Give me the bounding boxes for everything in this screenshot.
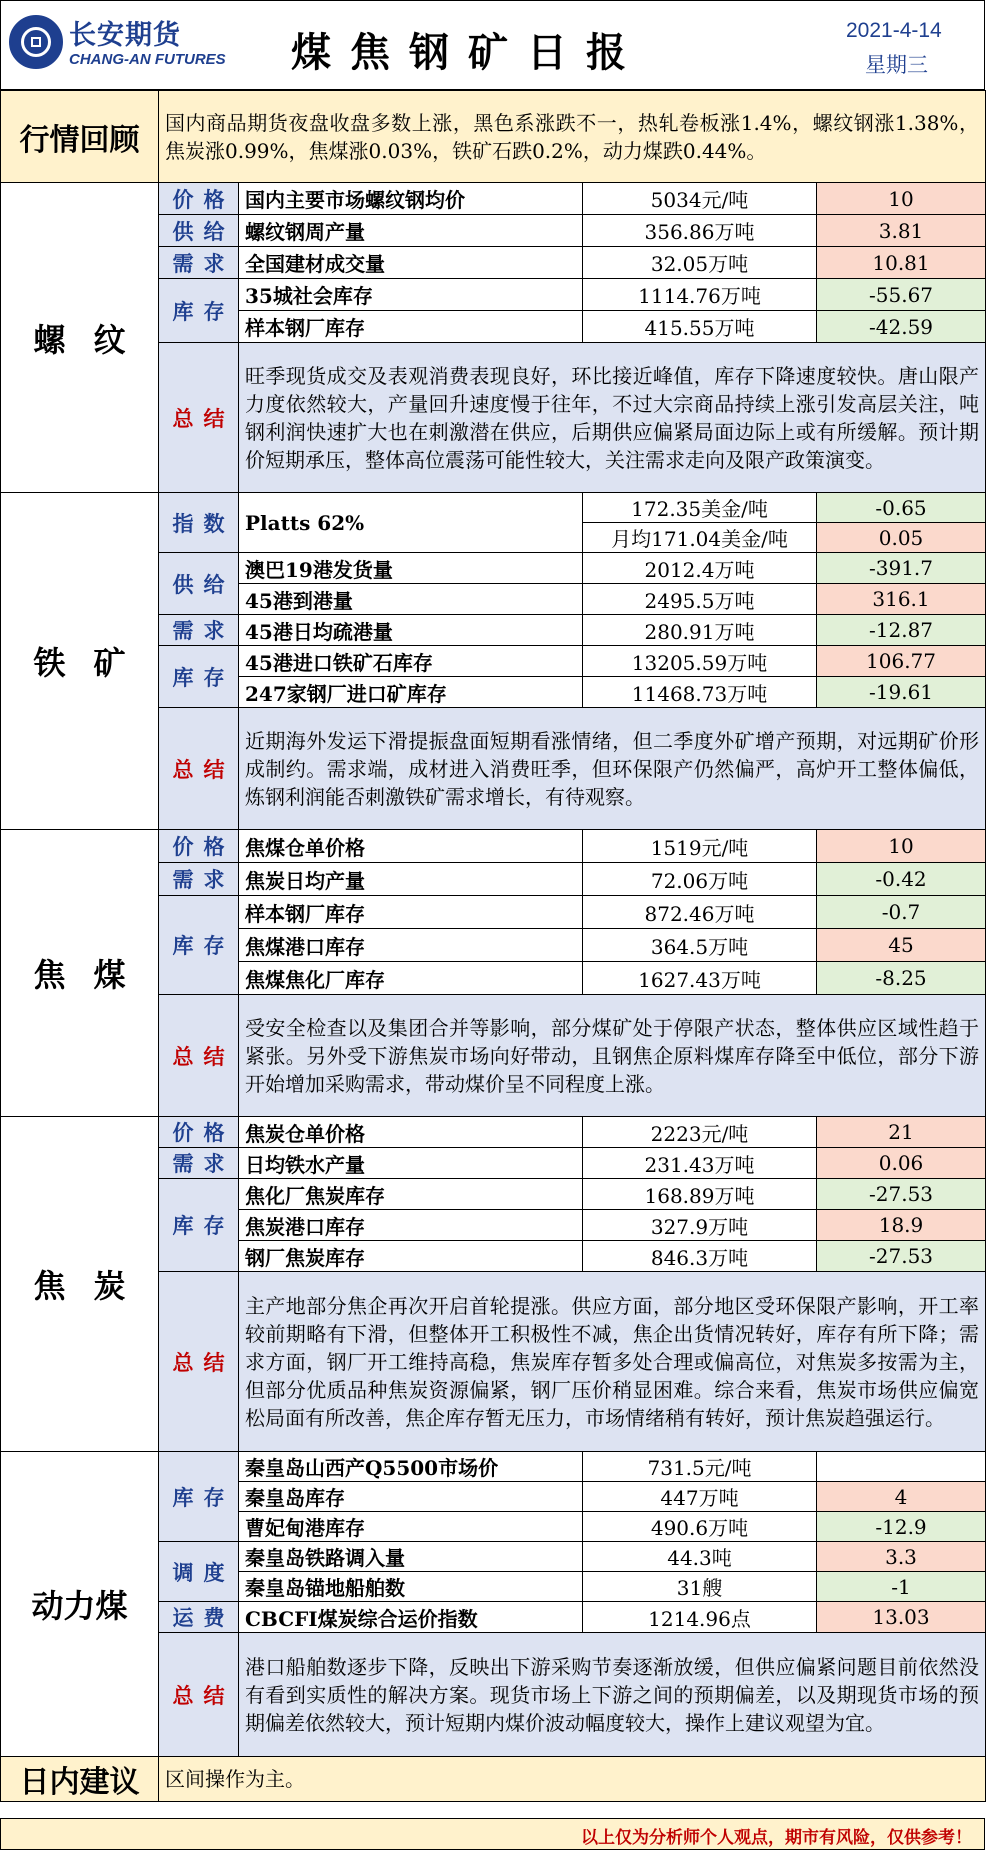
item-value: 364.5万吨 — [583, 929, 817, 962]
category-summary: 总结 — [159, 708, 239, 830]
item-value: 1114.76万吨 — [583, 279, 817, 311]
advice-label: 日内建议 — [1, 1757, 159, 1802]
item-change: 10.81 — [817, 247, 986, 279]
category-demand: 需求 — [159, 247, 239, 279]
category-index: 指数 — [159, 493, 239, 553]
item-change: -55.67 — [817, 279, 986, 311]
item-name: 焦煤港口库存 — [239, 929, 583, 962]
item-change: 316.1 — [817, 584, 986, 615]
item-value: 2223元/吨 — [583, 1117, 817, 1148]
item-value: 327.9万吨 — [583, 1210, 817, 1241]
category-supply: 供给 — [159, 215, 239, 247]
item-value: 447万吨 — [583, 1482, 817, 1512]
section-summary-text: 旺季现货成交及表观消费表现良好，环比接近峰值，库存下降速度较快。唐山限产力度依然较大，产量回升速度慢于往年，不过大宗商品持续上涨引发高层关注，吨钢利润快速扩大也在刺激潜在供应，后期供应偏紧局面边际上或有所缓解。预计期价短期承压，整体高位震荡可能性较大，关注需求走向及限产政策演变。 — [239, 343, 986, 493]
overview-row — [1, 91, 986, 183]
item-name: 全国建材成交量 — [239, 247, 583, 279]
section-summary-text: 近期海外发运下滑提振盘面短期看涨情绪，但二季度外矿增产预期，对远期矿价形成制约。需求端，成材进入消费旺季，但环保限产仍然偏严，高炉开工整体偏低，炼钢利润能否刺激铁矿需求增长，有待观察。 — [239, 708, 986, 830]
item-name: 澳巴19港发货量 — [239, 553, 583, 584]
report-date: 2021-4-14 — [846, 19, 942, 42]
category-stock: 库存 — [159, 1452, 239, 1542]
item-change: 10 — [817, 830, 986, 863]
item-change: 106.77 — [817, 646, 986, 677]
item-value: 168.89万吨 — [583, 1179, 817, 1210]
item-name: 45港进口铁矿石库存 — [239, 646, 583, 677]
section-summary-text: 主产地部分焦企再次开启首轮提涨。供应方面，部分地区受环保限产影响，开工率较前期略有下滑，但整体开工积极性不减，焦企出货情况转好，库存有所下降；需求方面，钢厂开工维持高稳，焦炭库存暂多处合理或偏高位，对焦炭多按需为主，但部分优质品种焦炭资源偏紧，钢厂压价稍显困难。综合来看，焦炭市场供应偏宽松局面有所改善，焦企库存暂无压力，市场情绪稍有转好，预计焦炭趋强运行。 — [239, 1272, 986, 1452]
item-change: -8.25 — [817, 962, 986, 995]
item-name: 焦炭日均产量 — [239, 863, 583, 896]
category-supply: 供给 — [159, 553, 239, 615]
item-name: 秦皇岛锚地船舶数 — [239, 1572, 583, 1602]
item-value: 872.46万吨 — [583, 896, 817, 929]
category-freight: 运费 — [159, 1602, 239, 1633]
section-rebar: 螺纹 — [1, 183, 159, 493]
disclaimer-text: 以上仅为分析师个人观点，期市有风险，仅供参考！ — [581, 1828, 972, 1848]
item-change: 45 — [817, 929, 986, 962]
item-name: 焦煤仓单价格 — [239, 830, 583, 863]
item-change: -19.61 — [817, 677, 986, 708]
item-change: -27.53 — [817, 1241, 986, 1272]
section-thermal-coal: 动力煤 — [1, 1452, 159, 1757]
item-change: 3.3 — [817, 1542, 986, 1572]
report-weekday: 星期三 — [865, 53, 928, 77]
table-row — [1, 830, 986, 863]
item-value: 415.55万吨 — [583, 311, 817, 343]
category-dispatch: 调度 — [159, 1542, 239, 1602]
item-value: 1214.96点 — [583, 1602, 817, 1633]
section-coking-coal: 焦煤 — [1, 830, 159, 1117]
item-change: 3.81 — [817, 215, 986, 247]
item-value: 1519元/吨 — [583, 830, 817, 863]
item-value: 231.43万吨 — [583, 1148, 817, 1179]
logo-english-name: CHANG-AN FUTURES — [69, 51, 226, 68]
disclaimer-bar — [0, 1818, 985, 1850]
logo-chinese-name: 长安期货 — [69, 20, 181, 51]
category-demand: 需求 — [159, 615, 239, 646]
item-change: -12.9 — [817, 1512, 986, 1542]
table-row — [1, 493, 986, 523]
item-value: 月均171.04美金/吨 — [583, 523, 817, 553]
item-value: 72.06万吨 — [583, 863, 817, 896]
item-name: 样本钢厂库存 — [239, 311, 583, 343]
item-change: -42.59 — [817, 311, 986, 343]
category-stock: 库存 — [159, 279, 239, 343]
item-name: 秦皇岛铁路调入量 — [239, 1542, 583, 1572]
item-value: 2495.5万吨 — [583, 584, 817, 615]
item-change: -391.7 — [817, 553, 986, 584]
category-demand: 需求 — [159, 863, 239, 896]
item-name: 焦炭港口库存 — [239, 1210, 583, 1241]
item-name: 45港到港量 — [239, 584, 583, 615]
section-summary-text: 港口船舶数逐步下降，反映出下游采购节奏逐渐放缓，但供应偏紧问题目前依然没有看到实质性的解决方案。现货市场上下游之间的预期偏差，以及期现货市场的预期偏差依然较大，预计短期内煤价波动幅度较大，操作上建议观望为宜。 — [239, 1633, 986, 1757]
item-name: 样本钢厂库存 — [239, 896, 583, 929]
table-row — [1, 1452, 986, 1482]
item-value: 172.35美金/吨 — [583, 493, 817, 523]
item-change: 18.9 — [817, 1210, 986, 1241]
item-change: 0.06 — [817, 1148, 986, 1179]
item-change: -0.7 — [817, 896, 986, 929]
item-value: 846.3万吨 — [583, 1241, 817, 1272]
category-price: 价格 — [159, 830, 239, 863]
item-name: 45港日均疏港量 — [239, 615, 583, 646]
item-name: 焦炭仓单价格 — [239, 1117, 583, 1148]
item-change: 21 — [817, 1117, 986, 1148]
section-iron-ore: 铁矿 — [1, 493, 159, 830]
item-value: 31艘 — [583, 1572, 817, 1602]
table-row — [1, 183, 986, 215]
category-demand: 需求 — [159, 1148, 239, 1179]
item-change: 13.03 — [817, 1602, 986, 1633]
item-value: 490.6万吨 — [583, 1512, 817, 1542]
category-stock: 库存 — [159, 646, 239, 708]
category-price: 价格 — [159, 183, 239, 215]
item-value: 356.86万吨 — [583, 215, 817, 247]
item-name: 焦化厂焦炭库存 — [239, 1179, 583, 1210]
item-change: -0.65 — [817, 493, 986, 523]
item-value: 32.05万吨 — [583, 247, 817, 279]
item-name: 秦皇岛库存 — [239, 1482, 583, 1512]
item-name: CBCFI煤炭综合运价指数 — [239, 1602, 583, 1633]
category-stock: 库存 — [159, 896, 239, 995]
item-change: -1 — [817, 1572, 986, 1602]
category-summary: 总结 — [159, 995, 239, 1117]
report-table — [0, 90, 986, 1802]
report-header — [0, 0, 985, 90]
item-name: 秦皇岛山西产Q5500市场价 — [239, 1452, 583, 1482]
item-name: 螺纹钢周产量 — [239, 215, 583, 247]
category-price: 价格 — [159, 1117, 239, 1148]
category-summary: 总结 — [159, 1633, 239, 1757]
advice-text: 区间操作为主。 — [159, 1757, 986, 1802]
category-summary: 总结 — [159, 343, 239, 493]
item-value: 11468.73万吨 — [583, 677, 817, 708]
item-name: 日均铁水产量 — [239, 1148, 583, 1179]
item-name: 35城社会库存 — [239, 279, 583, 311]
item-value: 280.91万吨 — [583, 615, 817, 646]
category-stock: 库存 — [159, 1179, 239, 1272]
item-value: 5034元/吨 — [583, 183, 817, 215]
table-row — [1, 1117, 986, 1148]
item-value: 13205.59万吨 — [583, 646, 817, 677]
item-change: 10 — [817, 183, 986, 215]
item-value: 731.5元/吨 — [583, 1452, 817, 1482]
item-name: 焦煤焦化厂库存 — [239, 962, 583, 995]
item-name: 曹妃甸港库存 — [239, 1512, 583, 1542]
report-title: 煤焦钢矿日报 — [291, 30, 645, 76]
overview-text: 国内商品期货夜盘收盘多数上涨，黑色系涨跌不一，热轧卷板涨1.4%，螺纹钢涨1.38%，焦炭涨0.99%，焦煤涨0.03%，铁矿石跌0.2%，动力煤跌0.44%。 — [159, 91, 986, 183]
category-summary: 总结 — [159, 1272, 239, 1452]
item-value: 44.3吨 — [583, 1542, 817, 1572]
item-change: 4 — [817, 1482, 986, 1512]
item-value: 2012.4万吨 — [583, 553, 817, 584]
overview-label: 行情回顾 — [1, 91, 159, 183]
item-value: 1627.43万吨 — [583, 962, 817, 995]
item-change — [817, 1452, 986, 1482]
item-change: -0.42 — [817, 863, 986, 896]
item-name: 国内主要市场螺纹钢均价 — [239, 183, 583, 215]
advice-row — [1, 1757, 986, 1802]
item-name: Platts 62% — [239, 493, 583, 553]
section-coke: 焦炭 — [1, 1117, 159, 1452]
item-name: 钢厂焦炭库存 — [239, 1241, 583, 1272]
item-name: 247家钢厂进口矿库存 — [239, 677, 583, 708]
item-change: -27.53 — [817, 1179, 986, 1210]
chang-an-logo-icon — [9, 15, 63, 69]
item-change: 0.05 — [817, 523, 986, 553]
item-change: -12.87 — [817, 615, 986, 646]
section-summary-text: 受安全检查以及集团合并等影响，部分煤矿处于停限产状态，整体供应区域性趋于紧张。另外受下游焦炭市场向好带动，且钢焦企原料煤库存降至中低位，部分下游开始增加采购需求，带动煤价呈不同程度上涨。 — [239, 995, 986, 1117]
